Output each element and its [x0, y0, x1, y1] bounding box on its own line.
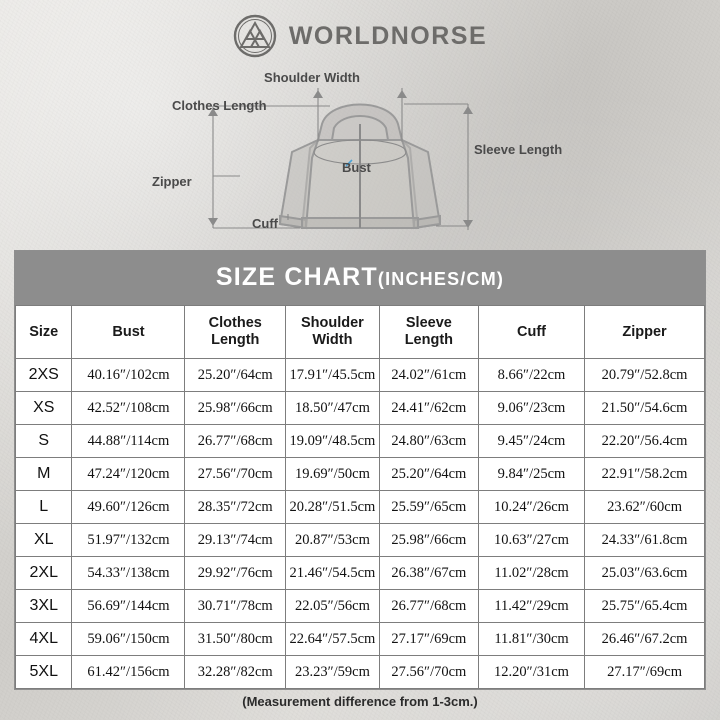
table-row — [16, 623, 705, 656]
cell-sleeve-length: 27.17″/69cm — [379, 623, 478, 656]
garment-diagram — [0, 58, 720, 248]
brand-name: WORLDNORSE — [288, 21, 488, 50]
label-clothes-length: Clothes Length — [172, 98, 267, 113]
cell-shoulder-width: 18.50″/47cm — [286, 392, 380, 425]
size-chart-title-main: SIZE CHART — [215, 263, 378, 291]
label-sleeve-length: Sleeve Length — [474, 142, 563, 157]
table-row — [16, 458, 705, 491]
cell-zipper: 26.46″/67.2cm — [585, 623, 705, 656]
cell-cuff: 12.20″/31cm — [478, 656, 584, 689]
cell-cuff: 11.42″/29cm — [478, 590, 584, 623]
cell-shoulder-width: 17.91″/45.5cm — [286, 359, 380, 392]
cell-bust: 56.69″/144cm — [72, 590, 185, 623]
cell-size: XL — [16, 524, 72, 557]
cell-bust: 61.42″/156cm — [72, 656, 185, 689]
cell-sleeve-length: 27.56″/70cm — [379, 656, 478, 689]
cell-size: S — [16, 425, 72, 458]
brand-header — [0, 14, 720, 58]
size-chart-title-units: (INCHES/CM) — [377, 269, 505, 289]
cell-bust: 47.24″/120cm — [72, 458, 185, 491]
cell-size: 2XL — [16, 557, 72, 590]
cell-shoulder-width: 20.87″/53cm — [286, 524, 380, 557]
cell-clothes-length: 29.13″/74cm — [185, 524, 286, 557]
cell-size: 5XL — [16, 656, 72, 689]
label-cuff: Cuff — [252, 216, 278, 231]
column-header-bust: Bust — [72, 306, 185, 359]
size-chart-table-container — [14, 250, 706, 690]
cell-sleeve-length: 25.20″/64cm — [379, 458, 478, 491]
column-header-size: Size — [16, 306, 72, 359]
cell-sleeve-length: 24.41″/62cm — [379, 392, 478, 425]
cell-cuff: 9.06″/23cm — [478, 392, 584, 425]
table-row — [16, 425, 705, 458]
cell-sleeve-length: 26.77″/68cm — [379, 590, 478, 623]
cell-cuff: 11.81″/30cm — [478, 623, 584, 656]
cell-clothes-length: 29.92″/76cm — [185, 557, 286, 590]
cell-cuff: 9.45″/24cm — [478, 425, 584, 458]
column-header-cuff: Cuff — [478, 306, 584, 359]
cell-zipper: 27.17″/69cm — [585, 656, 705, 689]
cell-size: 2XS — [16, 359, 72, 392]
cell-shoulder-width: 19.09″/48.5cm — [286, 425, 380, 458]
cell-clothes-length: 27.56″/70cm — [185, 458, 286, 491]
cell-sleeve-length: 24.80″/63cm — [379, 425, 478, 458]
cell-sleeve-length: 25.98″/66cm — [379, 524, 478, 557]
cell-bust: 49.60″/126cm — [72, 491, 185, 524]
cell-bust: 44.88″/114cm — [72, 425, 185, 458]
cell-cuff: 10.24″/26cm — [478, 491, 584, 524]
measurement-footnote: (Measurement difference from 1-3cm.) — [242, 694, 478, 709]
table-header — [16, 306, 705, 359]
table-row — [16, 656, 705, 689]
cell-bust: 51.97″/132cm — [72, 524, 185, 557]
cell-cuff: 9.84″/25cm — [478, 458, 584, 491]
cell-zipper: 22.91″/58.2cm — [585, 458, 705, 491]
cell-clothes-length: 25.98″/66cm — [185, 392, 286, 425]
table-row — [16, 359, 705, 392]
label-bust: Bust — [342, 160, 371, 175]
cell-clothes-length: 30.71″/78cm — [185, 590, 286, 623]
cell-bust: 54.33″/138cm — [72, 557, 185, 590]
cell-clothes-length: 31.50″/80cm — [185, 623, 286, 656]
cell-clothes-length: 32.28″/82cm — [185, 656, 286, 689]
table-header-row — [16, 306, 705, 359]
cell-size: 3XL — [16, 590, 72, 623]
cell-size: XS — [16, 392, 72, 425]
cell-bust: 42.52″/108cm — [72, 392, 185, 425]
cell-size: 4XL — [16, 623, 72, 656]
size-chart-title — [15, 251, 705, 305]
cell-shoulder-width: 22.64″/57.5cm — [286, 623, 380, 656]
label-zipper: Zipper — [152, 174, 192, 189]
cell-clothes-length: 28.35″/72cm — [185, 491, 286, 524]
cell-shoulder-width: 21.46″/54.5cm — [286, 557, 380, 590]
table-body — [16, 359, 705, 689]
column-header-sleeve-length: Sleeve Length — [379, 306, 478, 359]
cell-shoulder-width: 22.05″/56cm — [286, 590, 380, 623]
cell-zipper: 21.50″/54.6cm — [585, 392, 705, 425]
table-row — [16, 392, 705, 425]
cell-shoulder-width: 23.23″/59cm — [286, 656, 380, 689]
cell-bust: 40.16″/102cm — [72, 359, 185, 392]
cell-clothes-length: 25.20″/64cm — [185, 359, 286, 392]
table-row — [16, 590, 705, 623]
cell-zipper: 20.79″/52.8cm — [585, 359, 705, 392]
cell-zipper: 25.75″/65.4cm — [585, 590, 705, 623]
cell-sleeve-length: 25.59″/65cm — [379, 491, 478, 524]
column-header-zipper: Zipper — [585, 306, 705, 359]
valknut-circle-icon — [233, 14, 277, 58]
cell-clothes-length: 26.77″/68cm — [185, 425, 286, 458]
table-row — [16, 524, 705, 557]
size-chart-table — [15, 305, 705, 689]
cell-zipper: 24.33″/61.8cm — [585, 524, 705, 557]
cell-cuff: 8.66″/22cm — [478, 359, 584, 392]
column-header-shoulder-width: Shoulder Width — [286, 306, 380, 359]
cell-size: M — [16, 458, 72, 491]
cell-cuff: 11.02″/28cm — [478, 557, 584, 590]
cell-shoulder-width: 20.28″/51.5cm — [286, 491, 380, 524]
cell-zipper: 22.20″/56.4cm — [585, 425, 705, 458]
label-shoulder-width: Shoulder Width — [264, 70, 360, 85]
cell-sleeve-length: 26.38″/67cm — [379, 557, 478, 590]
cell-shoulder-width: 19.69″/50cm — [286, 458, 380, 491]
cell-zipper: 23.62″/60cm — [585, 491, 705, 524]
cell-bust: 59.06″/150cm — [72, 623, 185, 656]
cell-zipper: 25.03″/63.6cm — [585, 557, 705, 590]
table-row — [16, 491, 705, 524]
cell-sleeve-length: 24.02″/61cm — [379, 359, 478, 392]
column-header-clothes-length: Clothes Length — [185, 306, 286, 359]
cell-cuff: 10.63″/27cm — [478, 524, 584, 557]
table-row — [16, 557, 705, 590]
cell-size: L — [16, 491, 72, 524]
